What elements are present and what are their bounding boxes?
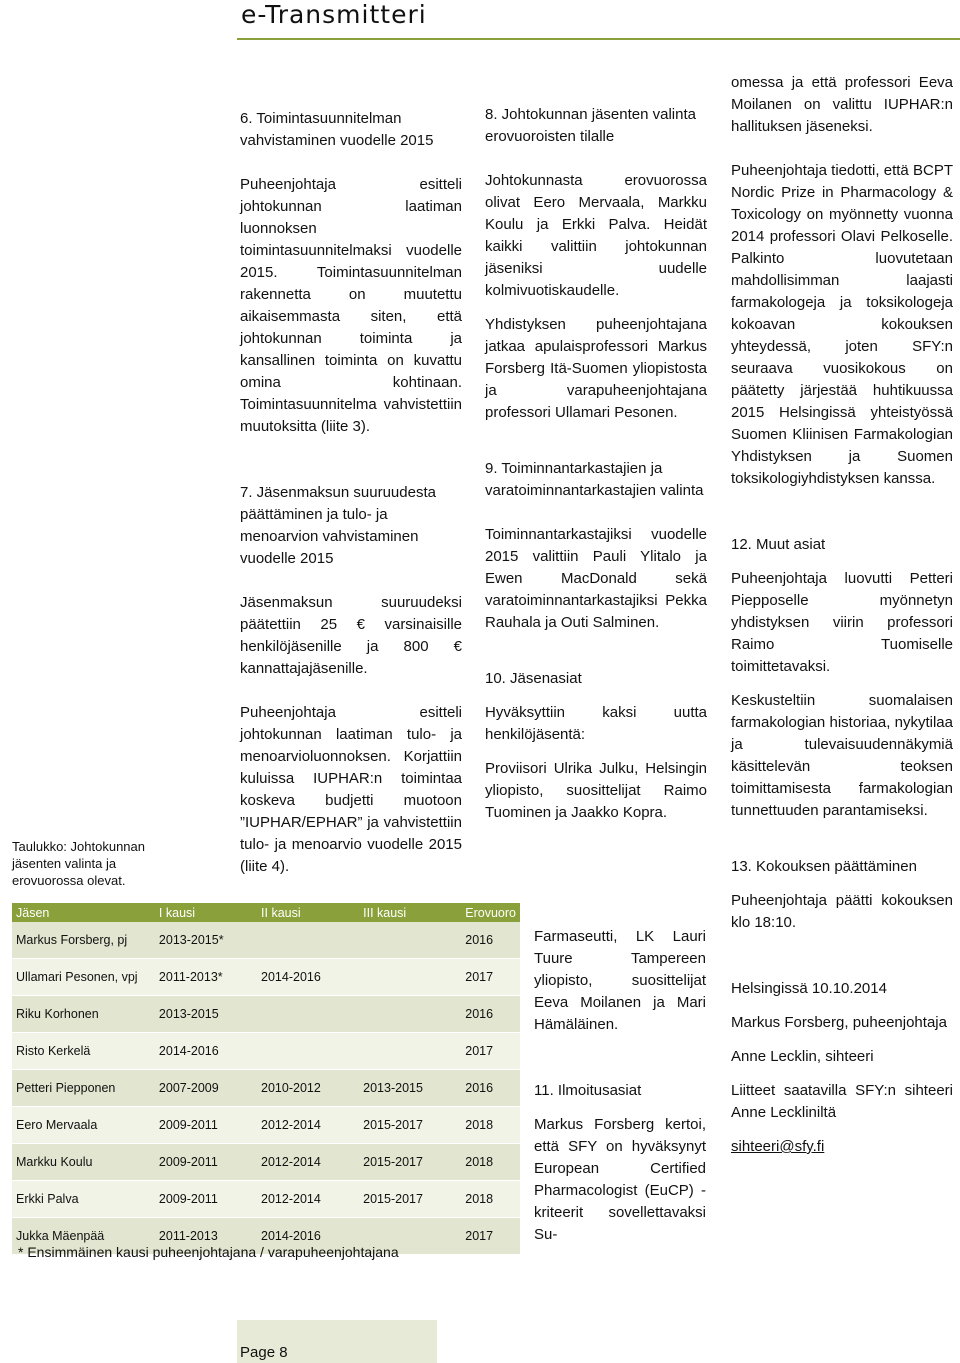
member-name: Markus Forsberg, pj	[12, 922, 155, 959]
section-11-body: Markus Forsberg kertoi, että SFY on hyväksynyt European Certified Pharmacologist (EuCP) -kriteerit sovellettavaksi Su-	[534, 1116, 706, 1243]
rotation-year: 2016	[461, 996, 520, 1033]
term-1: 2007-2009	[155, 1070, 257, 1107]
section-11-title: 11. Ilmoitusasiat	[534, 1082, 642, 1099]
rotation-year: 2017	[461, 1033, 520, 1070]
signature-secretary: Anne Lecklin, sihteeri	[731, 1048, 874, 1065]
term-3	[359, 922, 461, 959]
member-name: Markku Koulu	[12, 1144, 155, 1181]
section-12-body-1: Puheenjohtaja luovutti Petteri Piepposelle myönnetyn yhdistyksen viirin professori Raimo Tuomiselle toimittetavaksi.	[731, 570, 953, 675]
header-term-1: I kausi	[155, 903, 257, 922]
rotation-year: 2018	[461, 1181, 520, 1218]
term-2: 2012-2014	[257, 1144, 359, 1181]
table-row	[12, 1107, 520, 1144]
section-6-body: Puheenjohtaja esitteli johtokunnan laatiman luonnoksen toimintasuunnitelmaksi vuodelle 2015. Toimintasuunnitelman rakennetta on muutettu aikaisemmasta siten, että johtokunnan toiminta ja kansallinen toiminta on kuvattu omina kohtinaan. Toimintasuunnitelma vahvistettiin muutoksitta (liite 3).	[240, 176, 462, 435]
member-name: Erkki Palva	[12, 1181, 155, 1218]
section-12-title: 12. Muut asiat	[731, 536, 826, 553]
page-number: Page 8	[240, 1344, 288, 1361]
section-7-title: 7. Jäsenmaksun suuruudesta päättäminen ja tulo- ja menoarvion vahvistaminen vuodelle 2015	[240, 484, 436, 567]
term-3	[359, 959, 461, 996]
section-9-title: 9. Toiminnantarkastajien ja varatoiminnantarkastajien valinta	[485, 460, 704, 499]
signature-chair: Markus Forsberg, puheenjohtaja	[731, 1014, 947, 1031]
rotation-year: 2017	[461, 959, 520, 996]
section-12-body-2: Keskusteltiin suomalaisen farmakologian historiaa, nykytilaa ja tulevaisuudennäkymiä käsittelevän teoksen toimittamisesta farmakologian tunnettuuden parantamiseksi.	[731, 692, 953, 819]
section-7-body-1: Jäsenmaksun suuruudeksi päätettiin 25 € varsinaisille henkilöjäsenille ja 800 € kannattajajäsenille.	[240, 594, 462, 677]
member-name: Risto Kerkelä	[12, 1033, 155, 1070]
rotation-year: 2018	[461, 1144, 520, 1181]
member-name: Ullamari Pesonen, vpj	[12, 959, 155, 996]
term-2: 2012-2014	[257, 1107, 359, 1144]
term-1: 2011-2013	[155, 1218, 257, 1255]
section-11-continued: omessa ja että professori Eeva Moilanen on valittu IUPHAR:n hallituksen jäseneksi.	[731, 74, 953, 135]
rotation-year: 2017	[461, 1218, 520, 1255]
section-8-title: 8. Johtokunnan jäsenten valinta erovuoroisten tilalle	[485, 106, 696, 145]
table-row	[12, 922, 520, 959]
table-row	[12, 1181, 520, 1218]
column-1	[240, 108, 462, 878]
section-7-body-2: Puheenjohtaja esitteli johtokunnan laatiman tulo- ja menoarvioluonnoksen. Korjattiin kuluissa IUPHAR:n toimintaa koskeva budjetti muotoon ”IUPHAR/EPHAR” ja vahvistettiin tulo- ja menoarvio vuodelle 2015 (liite 4).	[240, 704, 462, 875]
page-header	[237, 0, 960, 40]
term-2	[257, 922, 359, 959]
section-8-body-2: Yhdistyksen puheenjohtajana jatkaa apulaisprofessori Markus Forsberg Itä-Suomen yliopistosta ja varapuheenjohtajana professori Ullamari Pesonen.	[485, 316, 707, 421]
term-2: 2014-2016	[257, 1218, 359, 1255]
secretary-email-link[interactable]: sihteeri@sfy.fi	[731, 1138, 825, 1155]
section-10-body-1: Hyväksyttiin kaksi uutta henkilöjäsentä:	[485, 704, 707, 743]
table-header-row	[12, 903, 520, 922]
prize-paragraph: Puheenjohtaja tiedotti, että BCPT Nordic Prize in Pharmacology & Toxicology on myönnetty vuonna 2014 professori Olavi Pelkoselle. Palkinto luovutetaan mahdollisimman laajasti farmakologeja ja toksikologeja kokoavan kokouksen yhteydessä, joten SFY:n seuraava vuosikokous on päätetty järjestää huhtikuussa 2015 Helsingissä yhteistyössä Suomen Kliinisen Farmakologian Yhdistyksen ja Suomen toksikologiyhdistyksen kanssa.	[731, 162, 953, 487]
table-row	[12, 1070, 520, 1107]
term-1: 2013-2015	[155, 996, 257, 1033]
header-member: Jäsen	[12, 903, 155, 922]
term-1: 2009-2011	[155, 1107, 257, 1144]
publication-title: e-Transmitteri	[241, 0, 427, 29]
term-2	[257, 996, 359, 1033]
attachments-note: Liitteet saatavilla SFY:n sihteeri Anne Leckliniltä	[731, 1082, 953, 1121]
term-3: 2013-2015	[359, 1070, 461, 1107]
term-2: 2014-2016	[257, 959, 359, 996]
term-3: 2015-2017	[359, 1107, 461, 1144]
table-footnote: * Ensimmäinen kausi puheenjohtajana / varapuheenjohtajana	[18, 1244, 399, 1260]
section-13-title: 13. Kokouksen päättäminen	[731, 858, 917, 875]
table-caption: Taulukko: Johtokunnan jäsenten valinta ja erovuorossa olevat.	[12, 839, 145, 888]
term-3: 2015-2017	[359, 1144, 461, 1181]
member-name: Eero Mervaala	[12, 1107, 155, 1144]
section-13-body: Puheenjohtaja päätti kokouksen klo 18:10.	[731, 892, 953, 931]
term-1: 2014-2016	[155, 1033, 257, 1070]
table-row	[12, 1033, 520, 1070]
term-1: 2013-2015*	[155, 922, 257, 959]
term-1: 2009-2011	[155, 1181, 257, 1218]
section-10-body-2: Proviisori Ulrika Julku, Helsingin yliopisto, suosittelijat Raimo Tuominen ja Jaakko Kopra.	[485, 760, 707, 821]
term-1: 2009-2011	[155, 1144, 257, 1181]
header-rotation: Erovuoro	[461, 903, 520, 922]
table-row	[12, 959, 520, 996]
rotation-year: 2016	[461, 1070, 520, 1107]
table-row	[12, 996, 520, 1033]
term-3	[359, 996, 461, 1033]
term-2	[257, 1033, 359, 1070]
column-3	[731, 72, 953, 1158]
member-name: Jukka Mäenpää	[12, 1218, 155, 1255]
term-2: 2010-2012	[257, 1070, 359, 1107]
term-2: 2012-2014	[257, 1181, 359, 1218]
header-term-2: II kausi	[257, 903, 359, 922]
member-name: Riku Korhonen	[12, 996, 155, 1033]
term-3	[359, 1033, 461, 1070]
section-10-title: 10. Jäsenasiat	[485, 670, 582, 687]
term-1: 2011-2013*	[155, 959, 257, 996]
place-date: Helsingissä 10.10.2014	[731, 980, 887, 997]
rotation-year: 2018	[461, 1107, 520, 1144]
column-2	[485, 104, 707, 824]
section-9-body: Toiminnantarkastajiksi vuodelle 2015 valittiin Pauli Ylitalo ja Ewen MacDonald sekä varatoiminnantarkastajiksi Pekka Rauhala ja Outi Salminen.	[485, 526, 707, 631]
header-term-3: III kausi	[359, 903, 461, 922]
table-row	[12, 1144, 520, 1181]
section-6-title: 6. Toimintasuunnitelman vahvistaminen vuodelle 2015	[240, 110, 434, 149]
section-10-body-3: Farmaseutti, LK Lauri Tuure Tampereen yliopisto, suosittelijat Eeva Moilanen ja Mari Hämäläinen.	[534, 928, 706, 1033]
section-8-body-1: Johtokunnasta erovuorossa olivat Eero Mervaala, Markku Koulu ja Erkki Palva. Heidät kaikki valittiin johtokunnan jäseniksi uudelle kolmivuotiskaudelle.	[485, 172, 707, 299]
term-3: 2015-2017	[359, 1181, 461, 1218]
column-2-lower	[534, 926, 706, 1246]
member-name: Petteri Piepponen	[12, 1070, 155, 1107]
board-members-table	[12, 903, 520, 1255]
rotation-year: 2016	[461, 922, 520, 959]
